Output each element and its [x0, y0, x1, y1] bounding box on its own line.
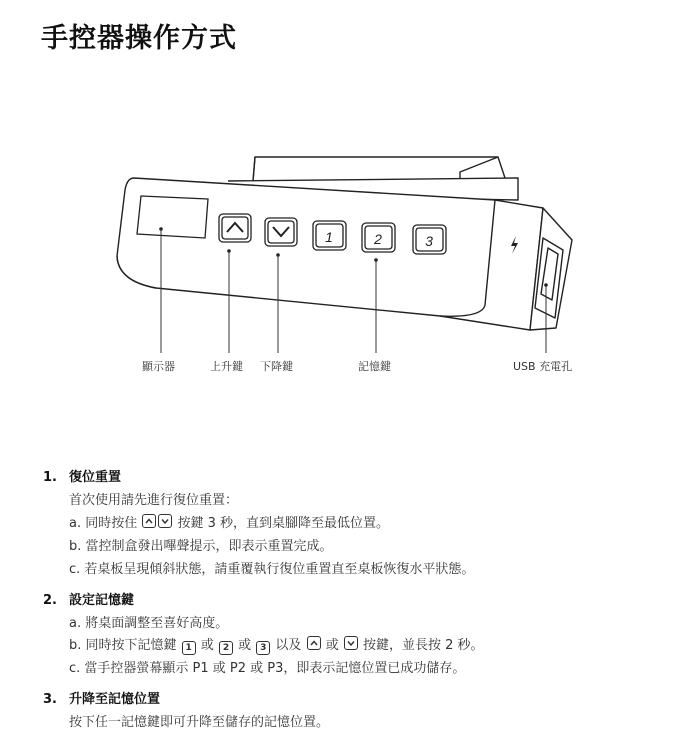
callout-up-key: 上升鍵 [210, 360, 243, 373]
down-key-icon [344, 636, 358, 650]
callout-usb-port: USB 充電孔 [513, 360, 573, 373]
section-1-intro: 首次使用請先進行復位重置： [69, 493, 239, 508]
callout-memory-key: 記憶鍵 [358, 360, 391, 373]
section-1-step-b: b. 當控制盒發出嗶聲提示，即表示重置完成。 [69, 539, 333, 554]
display-window [137, 196, 208, 238]
section-3-heading [43, 688, 160, 707]
section-number: 3. [43, 692, 57, 707]
step-text: b. 同時按下記憶鍵 [69, 638, 177, 653]
section-2-heading [43, 589, 134, 608]
section-title: 升降至記憶位置 [69, 692, 161, 707]
memory-key-3-icon: 3 [256, 641, 270, 655]
step-text: 或 [238, 638, 252, 653]
up-key [219, 214, 251, 242]
section-2-step-a: a. 將桌面調整至喜好高度。 [69, 616, 229, 631]
section-1-heading [43, 466, 121, 485]
section-3-body: 按下任一記憶鍵即可升降至儲存的記憶位置。 [69, 715, 330, 730]
step-text: 按鍵 3 秒，直到桌腳降至最低位置。 [177, 516, 390, 531]
callout-down-key: 下降鍵 [260, 360, 293, 373]
section-number: 1. [43, 470, 57, 485]
up-key-icon [307, 636, 321, 650]
callout-display: 顯示器 [142, 360, 175, 373]
down-key-icon [158, 514, 172, 528]
memory-key-1-label: 1 [325, 229, 333, 245]
section-2-step-c: c. 當手控器螢幕顯示 P1 或 P2 或 P3，即表示記憶位置已成功儲存。 [69, 661, 466, 676]
step-text: a. 同時按住 [69, 516, 138, 531]
memory-key-3-label: 3 [425, 233, 433, 249]
step-text: 或 [200, 638, 214, 653]
step-text: 或 [325, 638, 339, 653]
down-key [265, 218, 297, 246]
step-text: 按鍵，並長按 2 秒。 [363, 638, 484, 653]
section-number: 2. [43, 593, 57, 608]
memory-key-2-icon: 2 [219, 641, 233, 655]
section-1-step-a [69, 512, 389, 531]
up-key-icon [142, 514, 156, 528]
memory-key-1-icon: 1 [182, 641, 196, 655]
step-text: 以及 [275, 638, 302, 653]
section-1-step-c: c. 若桌板呈現傾斜狀態，請重覆執行復位重置直至桌板恢復水平狀態。 [69, 562, 475, 577]
section-2-step-b [69, 634, 484, 655]
page-title: 手控器操作方式 [41, 23, 237, 54]
memory-key-2-label: 2 [374, 231, 382, 247]
section-title: 設定記憶鍵 [69, 593, 135, 608]
section-title: 復位重置 [69, 470, 122, 485]
